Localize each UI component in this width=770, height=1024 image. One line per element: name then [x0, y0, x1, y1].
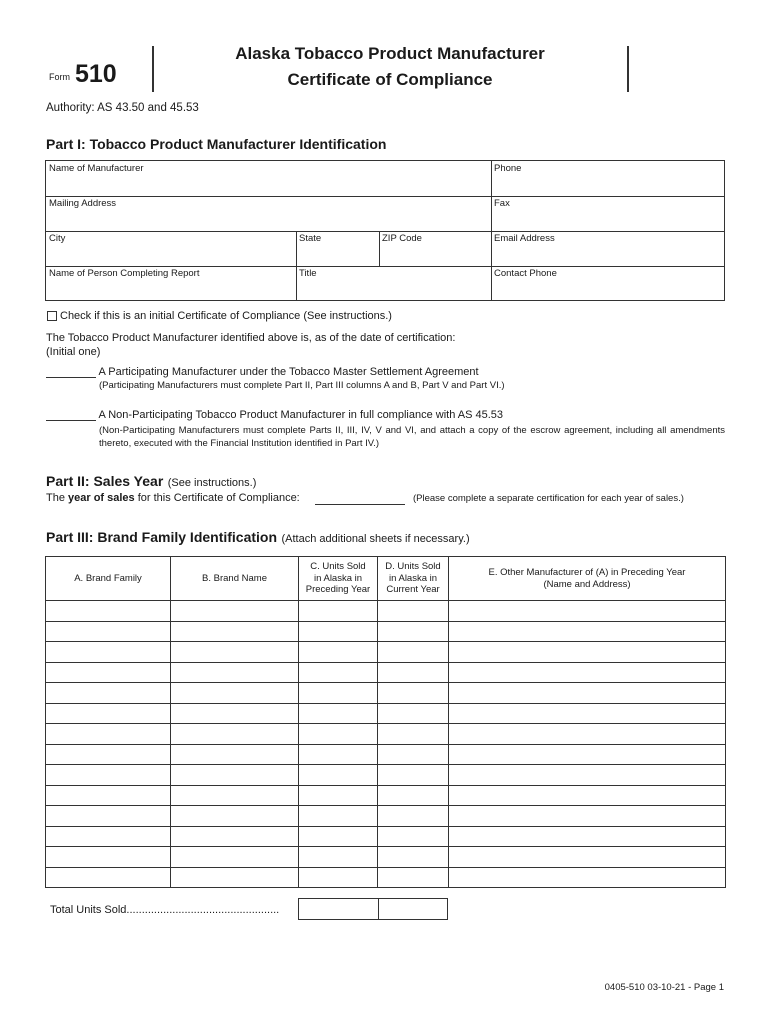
contact-phone-label: Contact Phone [494, 268, 557, 279]
other-manufacturer-input[interactable] [449, 744, 726, 765]
units-current-input[interactable] [378, 806, 449, 827]
fax-field[interactable] [491, 196, 724, 231]
units-current-input[interactable] [378, 785, 449, 806]
units-current-input[interactable] [378, 662, 449, 683]
contact-phone-field[interactable] [491, 266, 724, 300]
non-participating-option-note: (Non-Participating Manufacturers must complete Parts II, III, IV, V and VI, and attach a copy of the escrow agreement, including all amendments thereto, executed with the Financial Institution identified in Part IV.) [99, 425, 725, 450]
table-row [46, 765, 726, 786]
form-title: Alaska Tobacco Product Manufacturer [235, 44, 545, 63]
units-preceding-input[interactable] [299, 806, 378, 827]
units-current-input[interactable] [378, 847, 449, 868]
participating-option-blank[interactable] [46, 367, 96, 378]
city-field[interactable] [46, 231, 296, 266]
units-current-input[interactable] [378, 642, 449, 663]
brand-family-input[interactable] [46, 847, 171, 868]
table-row [46, 642, 726, 663]
non-participating-option-row [46, 409, 503, 421]
brand-family-input[interactable] [46, 621, 171, 642]
units-preceding-input[interactable] [299, 785, 378, 806]
brand-name-input[interactable] [171, 847, 299, 868]
units-preceding-input[interactable] [299, 765, 378, 786]
brand-name-input[interactable] [171, 703, 299, 724]
sales-year-prefix: The [46, 492, 69, 504]
brand-family-input[interactable] [46, 601, 171, 622]
initial-certificate-checkbox[interactable] [47, 311, 57, 321]
brand-family-input[interactable] [46, 642, 171, 663]
initial-certificate-label: Check if this is an initial Certificate of Compliance (See instructions.) [60, 310, 392, 322]
zip-label: ZIP Code [382, 233, 422, 244]
brand-family-input[interactable] [46, 765, 171, 786]
person-name-label: Name of Person Completing Report [49, 268, 200, 279]
brand-family-input[interactable] [46, 806, 171, 827]
form-label: Form [49, 72, 70, 82]
city-label: City [49, 233, 66, 244]
brand-family-input[interactable] [46, 785, 171, 806]
part3-heading-note: (Attach additional sheets if necessary.) [281, 533, 470, 545]
title-field[interactable] [296, 266, 491, 300]
person-name-field[interactable] [46, 266, 296, 300]
participating-option-row [46, 366, 479, 378]
page-footer: 0405-510 03-10-21 - Page 1 [604, 982, 724, 993]
table-row [46, 826, 726, 847]
sales-year-bold: year of sales [68, 492, 135, 504]
brand-family-input[interactable] [46, 826, 171, 847]
form-number: 510 [75, 60, 117, 88]
brand-family-input[interactable] [46, 683, 171, 704]
units-preceding-input[interactable] [299, 744, 378, 765]
total-units-box [298, 898, 448, 920]
brand-name-input[interactable] [171, 621, 299, 642]
total-units-label: Total Units Sold.................................................. [50, 904, 280, 916]
other-manufacturer-input[interactable] [449, 867, 726, 888]
table-row [46, 847, 726, 868]
units-preceding-input[interactable] [299, 642, 378, 663]
column-units-preceding-year: C. Units Sold in Alaska in Preceding Year [299, 557, 378, 601]
units-current-input[interactable] [378, 683, 449, 704]
column-brand-name: B. Brand Name [171, 557, 299, 601]
brand-family-input[interactable] [46, 662, 171, 683]
form-subtitle: Certificate of Compliance [287, 70, 493, 89]
table-row [46, 683, 726, 704]
manufacturer-identification-grid [45, 160, 725, 301]
units-current-input[interactable] [378, 703, 449, 724]
table-row [46, 724, 726, 745]
column-other-manufacturer: E. Other Manufacturer of (A) in Preceding Year (Name and Address) [449, 557, 726, 601]
brand-family-input[interactable] [46, 744, 171, 765]
units-current-input[interactable] [378, 744, 449, 765]
brand-name-input[interactable] [171, 683, 299, 704]
mailing-address-field[interactable] [46, 196, 491, 231]
units-preceding-input[interactable] [299, 621, 378, 642]
phone-label: Phone [494, 163, 522, 174]
sales-year-suffix: for this Certificate of Compliance: [134, 492, 300, 504]
other-manufacturer-input[interactable] [449, 724, 726, 745]
email-field[interactable] [491, 231, 724, 266]
sales-year-input[interactable] [315, 504, 405, 505]
total-units-preceding-input[interactable] [299, 899, 378, 919]
non-participating-option-label: A Non-Participating Tobacco Product Manufacturer in full compliance with AS 45.53 [98, 409, 504, 421]
units-preceding-input[interactable] [299, 724, 378, 745]
mailing-address-label: Mailing Address [49, 198, 117, 209]
units-current-input[interactable] [378, 765, 449, 786]
units-preceding-input[interactable] [299, 703, 378, 724]
non-participating-option-blank[interactable] [46, 410, 96, 421]
other-manufacturer-input[interactable] [449, 683, 726, 704]
phone-field[interactable] [491, 161, 724, 196]
other-manufacturer-input[interactable] [449, 601, 726, 622]
other-manufacturer-input[interactable] [449, 642, 726, 663]
part3-heading-row [46, 529, 470, 547]
other-manufacturer-input[interactable] [449, 785, 726, 806]
units-preceding-input[interactable] [299, 662, 378, 683]
units-preceding-input[interactable] [299, 847, 378, 868]
table-row [46, 662, 726, 683]
other-manufacturer-input[interactable] [449, 703, 726, 724]
fax-label: Fax [494, 198, 510, 209]
column-units-current-year: D. Units Sold in Alaska in Current Year [378, 557, 449, 601]
state-field[interactable] [296, 231, 379, 266]
other-manufacturer-input[interactable] [449, 806, 726, 827]
table-row [46, 744, 726, 765]
brand-name-input[interactable] [171, 642, 299, 663]
total-units-current-input[interactable] [379, 899, 447, 919]
brand-family-input[interactable] [46, 703, 171, 724]
table-row [46, 785, 726, 806]
brand-name-input[interactable] [171, 765, 299, 786]
brand-name-input[interactable] [171, 724, 299, 745]
manufacturer-name-field[interactable] [46, 161, 491, 196]
units-preceding-input[interactable] [299, 683, 378, 704]
brand-name-input[interactable] [171, 867, 299, 888]
other-manufacturer-input[interactable] [449, 765, 726, 786]
brand-name-input[interactable] [171, 601, 299, 622]
other-manufacturer-input[interactable] [449, 826, 726, 847]
units-current-input[interactable] [378, 826, 449, 847]
table-row [46, 601, 726, 622]
part2-heading: Part II: Sales Year [46, 473, 164, 489]
part1-heading: Part I: Tobacco Product Manufacturer Identification [46, 136, 387, 152]
table-row [46, 867, 726, 888]
status-hint-text: (Initial one) [46, 346, 101, 358]
units-preceding-input[interactable] [299, 867, 378, 888]
part2-heading-note: (See instructions.) [167, 477, 257, 489]
brand-name-input[interactable] [171, 744, 299, 765]
email-label: Email Address [494, 233, 555, 244]
manufacturer-name-label: Name of Manufacturer [49, 163, 144, 174]
zip-field[interactable] [379, 231, 491, 266]
brand-name-input[interactable] [171, 826, 299, 847]
brand-name-input[interactable] [171, 806, 299, 827]
brand-name-input[interactable] [171, 662, 299, 683]
other-manufacturer-input[interactable] [449, 621, 726, 642]
units-current-input[interactable] [378, 867, 449, 888]
header-divider-right [627, 46, 629, 92]
authority-text: Authority: AS 43.50 and 45.53 [46, 102, 199, 114]
part3-heading: Part III: Brand Family Identification [46, 529, 278, 545]
sales-year-line [46, 492, 300, 504]
participating-option-label: A Participating Manufacturer under the Tobacco Master Settlement Agreement [98, 366, 479, 378]
brand-name-input[interactable] [171, 785, 299, 806]
table-row [46, 703, 726, 724]
units-preceding-input[interactable] [299, 601, 378, 622]
part2-heading-row [46, 473, 256, 491]
sales-year-note: (Please complete a separate certification for each year of sales.) [413, 493, 684, 504]
status-intro-text: The Tobacco Product Manufacturer identified above is, as of the date of certification: [46, 332, 456, 344]
brand-family-table [45, 556, 726, 888]
units-current-input[interactable] [378, 601, 449, 622]
header-divider-left [152, 46, 154, 92]
column-brand-family: A. Brand Family [46, 557, 171, 601]
participating-option-note: (Participating Manufacturers must complete Part II, Part III columns A and B, Part V and Part VI.) [99, 380, 505, 391]
other-manufacturer-input[interactable] [449, 662, 726, 683]
title-label: Title [299, 268, 317, 279]
units-preceding-input[interactable] [299, 826, 378, 847]
brand-family-input[interactable] [46, 867, 171, 888]
brand-family-input[interactable] [46, 724, 171, 745]
units-current-input[interactable] [378, 724, 449, 745]
state-label: State [299, 233, 322, 244]
other-manufacturer-input[interactable] [449, 847, 726, 868]
units-current-input[interactable] [378, 621, 449, 642]
table-row [46, 621, 726, 642]
table-row [46, 806, 726, 827]
table-header-row [46, 557, 726, 601]
